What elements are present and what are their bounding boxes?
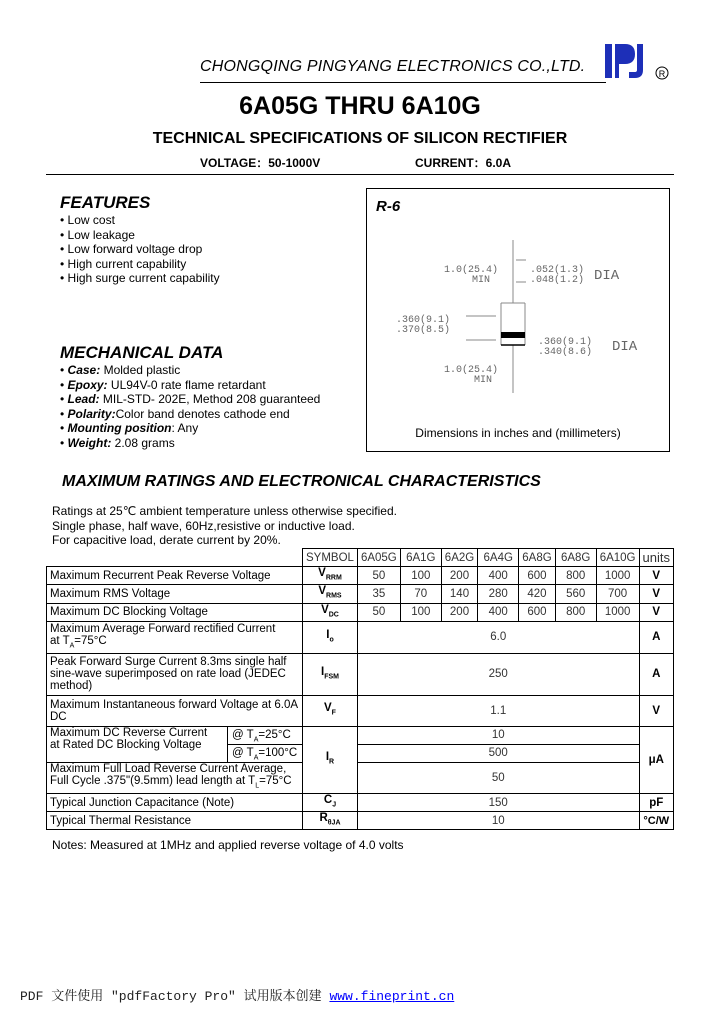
table-row: Maximum DC Reverse Current at Rated DC Blocking Voltage @ $T_A=25^\circ C$ @ $T_A=100^\circ C$ $I_R$ 10 μA [47,726,674,744]
table-footnote: Notes: Measured at 1MHz and applied reverse voltage of 4.0 volts [52,838,404,852]
ratings-notes: Ratings at 25℃ ambient temperature unless otherwise specified. Single phase, half wave, 60Hz,resistive or inductive load. For capacitive load, derate current by 20%. [52,504,397,547]
ratings-table [46,548,674,830]
table-row: Maximum RMS Voltage $V_{RMS}$ 35 70 140 280 420 560 700 V [47,585,674,603]
mechanical-item: • Polarity:Color band denotes cathode end [60,406,290,421]
feature-item: • High current capability [60,256,187,271]
cathode-band [501,332,525,338]
page-subtitle: TECHNICAL SPECIFICATIONS OF SILICON RECTIFIER [152,130,568,147]
table-row: 500 [47,744,674,762]
mechanical-item: • Mounting position: Any [60,421,199,436]
pdf-footer: PDF 文件使用 "pdfFactory Pro" 试用版本创建 www.fineprint.cn [20,989,455,1004]
mechanical-heading: MECHANICAL DATA [60,343,224,362]
company-logo [603,40,673,82]
page-title: 6A05G THRU 6A10G [239,92,481,120]
features-heading: FEATURES [60,193,151,212]
table-row: Typical Junction Capacitance (Note) $C_J$ 150 pF [47,793,674,811]
fineprint-link[interactable]: www.fineprint.cn [329,989,455,1004]
feature-item: • Low forward voltage drop [60,242,203,257]
mechanical-list [60,363,320,451]
table-header-row: SYMBOL 6A05G 6A1G 6A2G 6A4G 6A8G 6A8G 6A10G units [47,549,674,567]
table-row: Maximum Recurrent Peak Reverse Voltage $V_{RRM}$ 50 100 200 400 600 800 1000 V [47,567,674,585]
mechanical-item: • Epoxy: UL94V-0 rate flame retardant [60,377,266,392]
feature-item: • Low leakage [60,227,135,242]
features-list [60,213,220,286]
company-name: CHONGQING PINGYANG ELECTRONICS CO.,LTD. [200,58,586,75]
table-row: Maximum Average Forward rectified Current at $T_A=75^\circ C$ $I_o$ 6.0 A [47,621,674,653]
package-caption: Dimensions in inches and (millimeters) [415,426,621,440]
ratings-heading: MAXIMUM RATINGS AND ELECTRONICAL CHARACTERISTICS [62,473,541,490]
mechanical-item: • Weight: 2.08 grams [60,435,175,450]
table-row: Typical Thermal Resistance $R_{\theta JA}$ 10 °C/W [47,812,674,830]
section-divider [46,174,674,175]
dim-lead-dia-label: DIA [594,268,620,284]
dim-lead-dia: .052(1.3) .048(1.2) [530,265,585,286]
svg-text:R: R [658,69,666,79]
mechanical-item: • Lead: MIL-STD- 202E, Method 208 guaranteed [60,392,321,407]
header-rule [200,82,606,83]
dim-body-length: .360(9.1) .370(8.5) [396,315,451,336]
voltage-rating: VOLTAGE：50-1000V [200,156,321,170]
dim-lead-bottom: 1.0(25.4) MIN [444,365,499,386]
table-row: Maximum Instantaneous forward Voltage at 6.0A DC $V_F$ 1.1 V [47,695,674,726]
dim-body-dia: .360(9.1) .340(8.6) [538,337,593,358]
dim-body-dia-label: DIA [612,339,638,355]
feature-item: • Low cost [60,213,115,227]
feature-item: • High surge current capability [60,271,220,286]
table-row: Peak Forward Surge Current 8.3ms single half sine-wave superimposed on rate load (JEDEC method) $I_{FSM}$ 250 A [47,653,674,695]
mechanical-item: • Case: Molded plastic [60,363,181,377]
package-name: R-6 [376,198,401,215]
table-row: Maximum Full Load Reverse Current Average, Full Cycle .375"(9.5mm) lead length at $T_L=75^\circ C$ 50 [47,762,674,793]
current-rating: CURRENT：6.0A [415,156,512,170]
dim-lead-top: 1.0(25.4) MIN [444,265,499,286]
table-row: Maximum DC Blocking Voltage $V_{DC}$ 50 100 200 400 600 800 1000 V [47,603,674,621]
